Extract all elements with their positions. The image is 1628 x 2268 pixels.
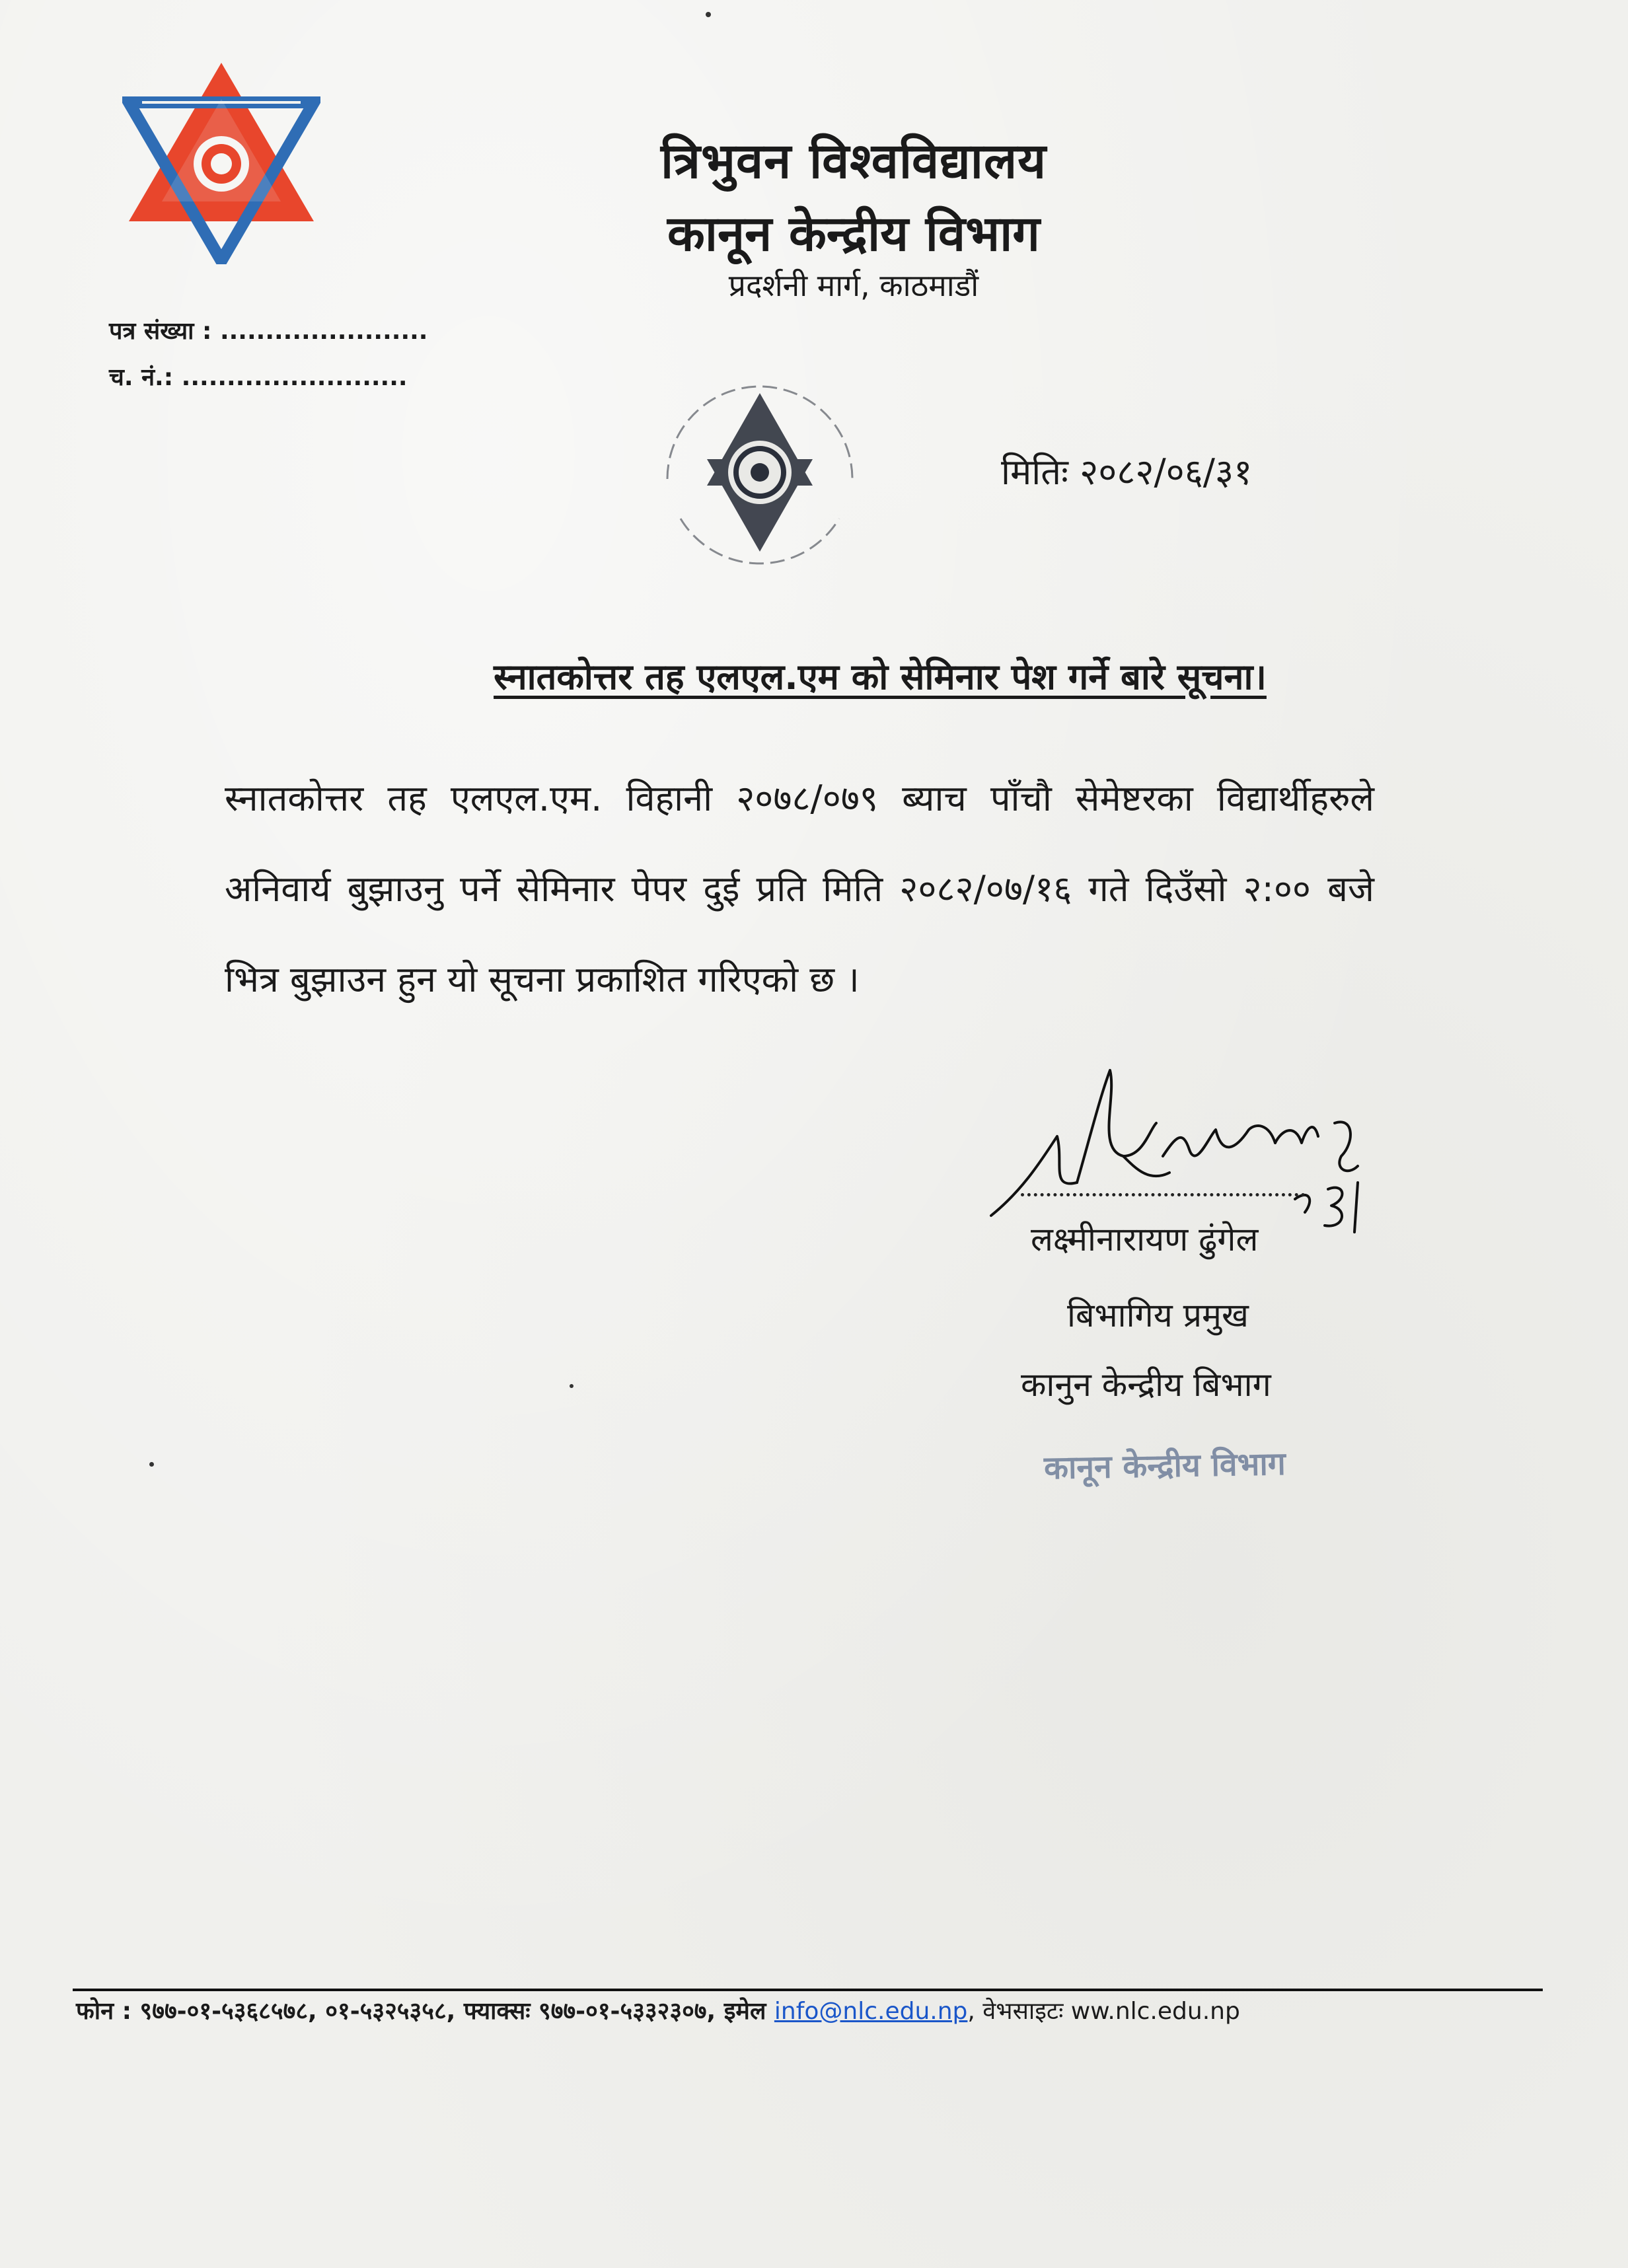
signature-line	[1021, 1193, 1305, 1196]
footer-rule	[73, 1989, 1543, 1991]
notice-date	[1001, 446, 1252, 495]
letter-number	[109, 314, 427, 346]
notice-subject	[0, 651, 1628, 700]
dispatch-number	[109, 360, 408, 392]
letter-number-label: पत्र संख्या :	[109, 318, 212, 345]
paper-speck	[706, 12, 711, 17]
email-link[interactable]: info@nlc.edu.np	[774, 1998, 968, 2025]
date-label: मितिः	[1001, 451, 1068, 493]
subject-text: स्नातकोत्तर तह एलएल.एम को सेमिनार पेश गर्ने बारे सूचना।	[494, 656, 1267, 698]
paper-speck	[149, 1462, 154, 1467]
signatory-title: बिभागिय प्रमुख	[1067, 1296, 1249, 1335]
notice-body: स्नातकोत्तर तह एलएल.एम. विहानी २०७८/०७९ ब्याच पाँचौ सेमेष्टरका विद्यार्थीहरुले अनिवार्य बुझाउनु पर्ने सेमिनार पेपर दुई प्रति मिति २०८२/०७/१६ गते दिउँसो २:०० बजे भित्र बुझाउन हुन यो सूचना प्रकाशित गरिएको छ ।	[225, 778, 1374, 1000]
date-value: २०८२/०६/३१	[1080, 451, 1253, 493]
signatory-name: लक्ष्मीनारायण ढुंगेल	[1031, 1220, 1259, 1259]
signatory-department: कानुन केन्द्रीय बिभाग	[1021, 1366, 1271, 1404]
department-stamp: कानून केन्द्रीय विभाग	[1043, 1445, 1286, 1487]
letter-number-value: .......................	[219, 318, 428, 345]
footer-contact-text: फोन : ९७७-०१-५३६८५७८, ०१-५३२५३५८, फ्याक्सः ९७७-०१-५३३२३०७, इमेल	[76, 1998, 774, 2025]
dispatch-number-value: .........................	[181, 364, 408, 391]
address: प्रदर्शनी मार्ग, काठमाडौं	[728, 268, 979, 303]
footer-website: , वेभसाइटः ww.nlc.edu.np	[967, 1998, 1240, 2025]
footer-contact	[76, 1994, 1240, 2026]
paper-speck	[570, 1384, 574, 1388]
dispatch-number-label: च. नं.:	[109, 364, 174, 391]
department-seal	[621, 340, 899, 618]
university-name: त्रिभुवन विश्वविद्यालय	[660, 133, 1047, 190]
department-name: कानून केन्द्रीय विभाग	[667, 205, 1040, 262]
